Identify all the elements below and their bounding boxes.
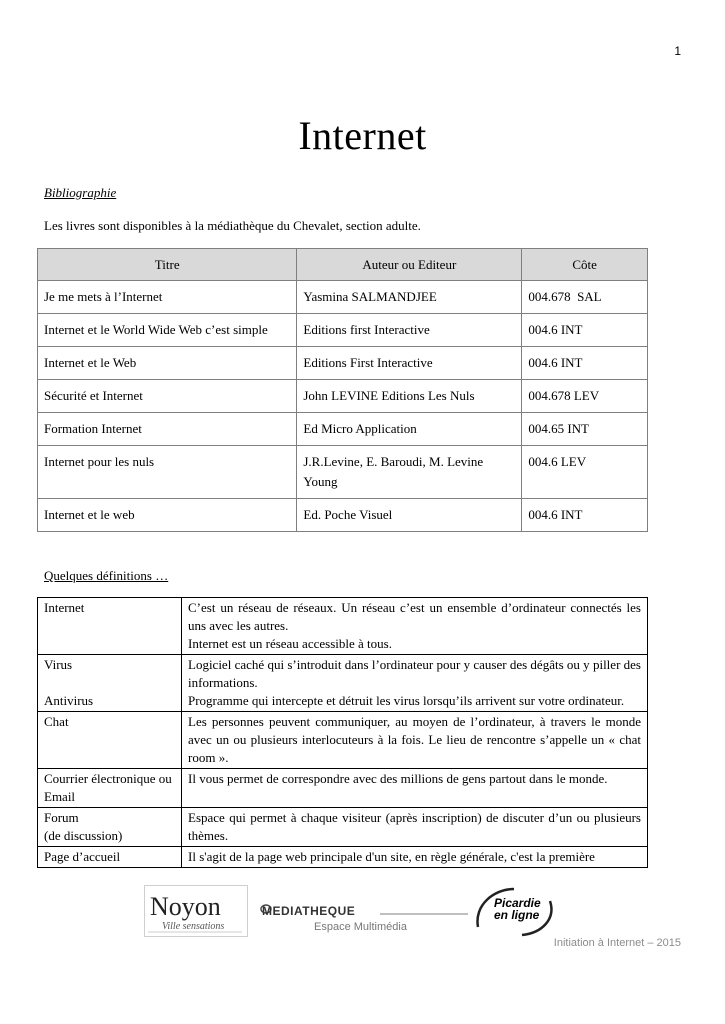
noyon-logo [144, 885, 248, 937]
definition-row [38, 598, 648, 655]
definition-term [38, 808, 182, 847]
book-author: Yasmina SALMANDJEE [297, 281, 522, 314]
definition-description [182, 655, 648, 712]
header-title: Titre [38, 249, 297, 281]
definition-row [38, 769, 648, 808]
picardie-line1: Picardie [494, 896, 541, 910]
footer-logos [144, 885, 564, 945]
definition-term: Internet [38, 598, 182, 655]
table-row [38, 314, 648, 347]
definition-row [38, 712, 648, 769]
definition-text: Internet est un réseau accessible à tous. [188, 636, 392, 651]
table-row [38, 347, 648, 380]
definition-term: Courrier électronique ou Email [38, 769, 182, 808]
definition-description: Il s'agit de la page web principale d'un site, en règle générale, c'est la première [182, 847, 648, 868]
definition-text: Programme qui intercepte et détruit les virus lorsqu’ils arrivent sur votre ordinateur. [188, 693, 625, 708]
book-title: Internet et le World Wide Web c’est simple [38, 314, 297, 347]
definition-term: Chat [38, 712, 182, 769]
book-code: 004.6 INT [522, 499, 648, 532]
espace-multimedia-text: Espace Multimédia [314, 921, 407, 933]
table-row [38, 281, 648, 314]
book-title: Formation Internet [38, 413, 297, 446]
definition-description [182, 598, 648, 655]
noyon-logo-text: Noyon [150, 892, 221, 921]
book-author: John LEVINE Editions Les Nuls [297, 380, 522, 413]
header-author: Auteur ou Editeur [297, 249, 522, 281]
table-row [38, 413, 648, 446]
book-code: 004.6 LEV [522, 446, 648, 499]
definition-description: Il vous permet de correspondre avec des millions de gens partout dans le monde. [182, 769, 648, 808]
definition-text: C’est un réseau de réseaux. Un réseau c’est un ensemble d’ordinateur connectés les uns avec les autres. [188, 600, 641, 633]
book-author: Ed. Poche Visuel [297, 499, 522, 532]
definition-row [38, 655, 648, 712]
book-code: 004.678 LEV [522, 380, 648, 413]
book-code: 004.6 INT [522, 314, 648, 347]
definition-row [38, 847, 648, 868]
table-row [38, 499, 648, 532]
mediatheque-text: MEDIATHEQUE [262, 904, 356, 918]
books-header-row [38, 249, 648, 281]
definition-term: Page d’accueil [38, 847, 182, 868]
book-title: Sécurité et Internet [38, 380, 297, 413]
book-code: 004.678 SAL [522, 281, 648, 314]
definition-text: Logiciel caché qui s’introduit dans l’ordinateur pour y causer des dégâts ou y piller des informations. [188, 657, 641, 690]
table-row [38, 446, 648, 499]
page-title: Internet [298, 113, 427, 158]
book-author: J.R.Levine, E. Baroudi, M. Levine Young [297, 446, 522, 499]
definition-term [38, 655, 182, 712]
books-table [37, 248, 648, 532]
term-forum: Forum [44, 810, 79, 825]
book-title: Internet et le web [38, 499, 297, 532]
picardie-line2: en ligne [494, 908, 540, 922]
book-code: 004.65 INT [522, 413, 648, 446]
picardie-text [494, 897, 541, 921]
definition-description: Les personnes peuvent communiquer, au moyen de l’ordinateur, à travers le monde avec un ou plusieurs interlocuteurs à la fois. Le lieu de rencontre s’appelle un « chat room ». [182, 712, 648, 769]
definitions-table [37, 597, 648, 868]
definition-description: Espace qui permet à chaque visiteur (après inscription) de discuter d’un ou plusieurs thèmes. [182, 808, 648, 847]
book-code: 004.6 INT [522, 347, 648, 380]
book-author: Ed Micro Application [297, 413, 522, 446]
term-antivirus: Antivirus [44, 693, 94, 708]
term-forum-sub: (de discussion) [44, 828, 123, 843]
definition-row [38, 808, 648, 847]
page-number: 1 [674, 44, 681, 58]
header-code: Côte [522, 249, 648, 281]
book-title: Internet pour les nuls [38, 446, 297, 499]
book-title: Je me mets à l’Internet [38, 281, 297, 314]
book-title: Internet et le Web [38, 347, 297, 380]
course-footer-label: Initiation à Internet – 2015 [553, 937, 681, 949]
table-row [38, 380, 648, 413]
term-virus: Virus [44, 657, 73, 672]
intro-text: Les livres sont disponibles à la médiathèque du Chevalet, section adulte. [44, 218, 421, 233]
noyon-tagline: Ville sensations [162, 921, 225, 932]
bibliography-heading: Bibliographie [44, 185, 117, 200]
book-author: Editions First Interactive [297, 347, 522, 380]
book-author: Editions first Interactive [297, 314, 522, 347]
definitions-heading: Quelques définitions … [44, 568, 169, 583]
